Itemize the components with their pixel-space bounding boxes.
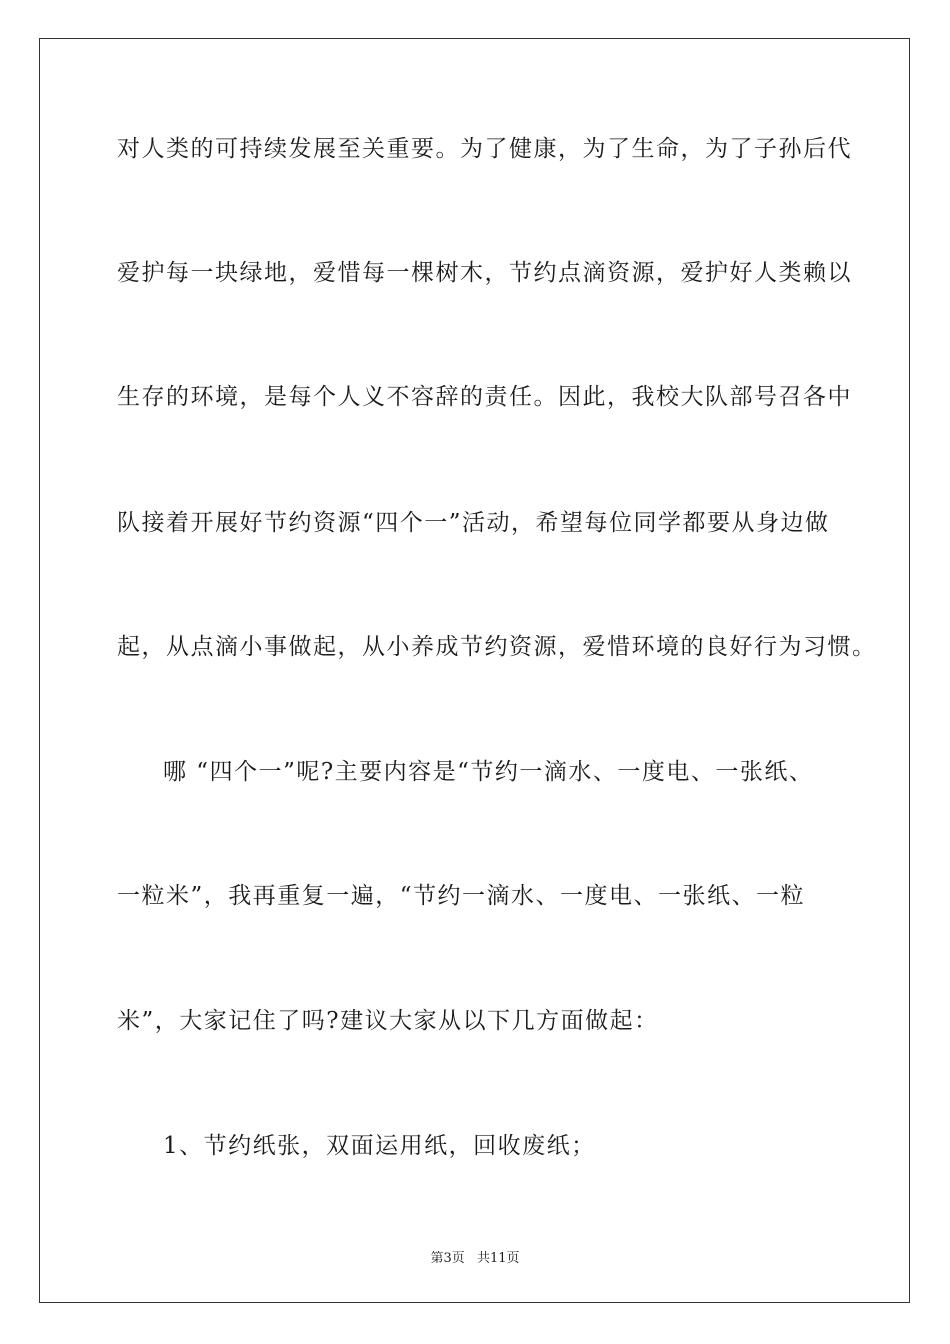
text-line-8: 米”，大家记住了吗?建议大家从以下几方面做起： [117, 1008, 659, 1034]
text-line-4: 队接着开展好节约资源“四个一”活动，希望每位同学都要从身边做 [117, 510, 830, 536]
page-number: 第3页 [430, 1251, 465, 1266]
text-line-9: 1、节约纸张，双面运用纸，回收废纸； [163, 1133, 596, 1159]
text-line-3: 生存的环境，是每个人义不容辞的责任。因此，我校大队部号召各中 [117, 384, 852, 410]
text-line-1: 对人类的可持续发展至关重要。为了健康，为了生命，为了子孙后代 [117, 136, 852, 162]
text-line-5: 起，从点滴小事做起，从小养成节约资源，爱惜环境的良好行为习惯。 [117, 634, 877, 660]
page-total: 共11页 [476, 1251, 520, 1266]
text-line-2: 爱护每一块绿地，爱惜每一棵树木，节约点滴资源，爱护好人类赖以 [117, 260, 852, 286]
page-frame [39, 38, 910, 1303]
text-line-6: 哪 “四个一”呢?主要内容是“节约一滴水、一度电、一张纸、 [163, 759, 814, 785]
page-footer [0, 1247, 950, 1266]
text-line-7: 一粒米”，我再重复一遍，“节约一滴水、一度电、一张纸、一粒 [117, 883, 806, 909]
